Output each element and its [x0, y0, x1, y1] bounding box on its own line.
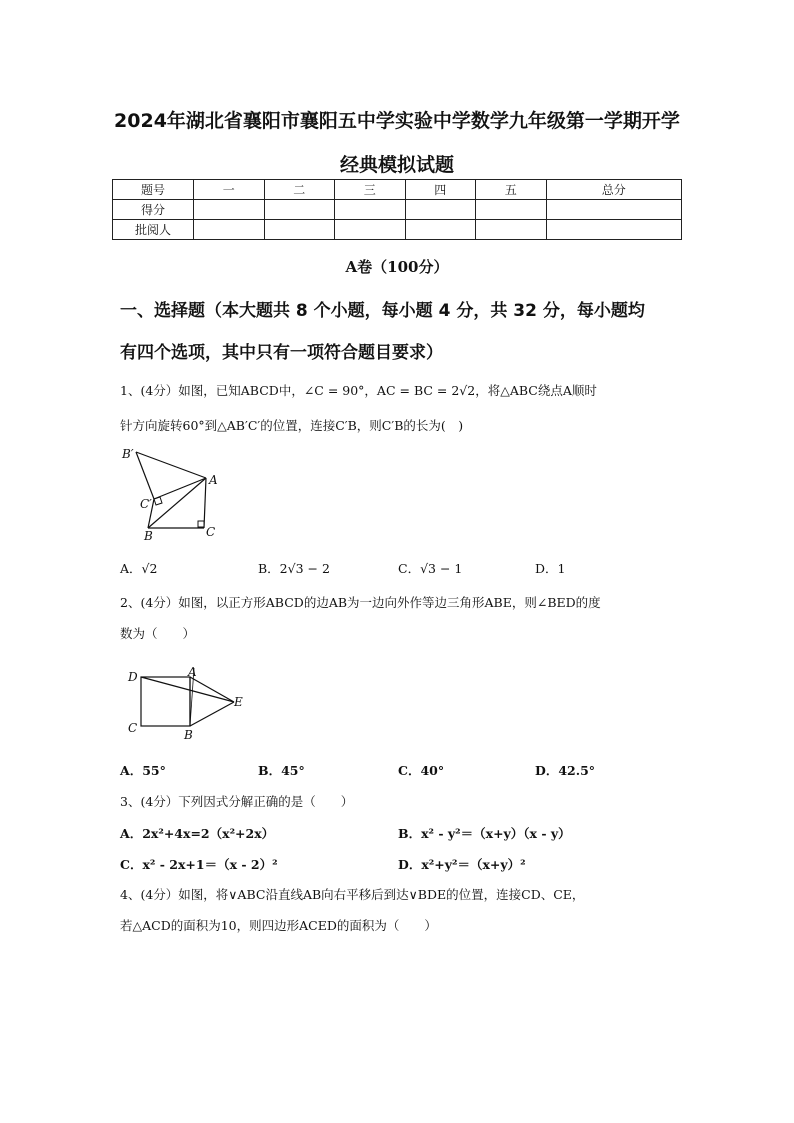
- score-table-cell: [194, 220, 265, 240]
- exam-title-line-1: 2024年湖北省襄阳市襄阳五中学实验中学数学九年级第一学期开学: [114, 110, 680, 132]
- q1-stem-line-1: 1、(4分）如图，已知ABCD中，∠C = 90°，AC = BC = 2√2，将△ABC绕点A顺时: [120, 383, 597, 398]
- q3-stem: 3、(4分）下列因式分解正确的是（ ）: [120, 794, 354, 809]
- q2-label-b: B: [184, 728, 193, 742]
- score-table-cell: 批阅人: [113, 220, 194, 240]
- score-table-cell: [405, 200, 476, 220]
- q1-label-c-prime: C′: [140, 497, 152, 511]
- score-table-row-reviewer: [113, 220, 682, 240]
- score-table-cell: 总分: [546, 180, 682, 200]
- section-1-heading-line-2: 有四个选项，其中只有一项符合题目要求）: [120, 343, 443, 363]
- q1-label-a: A: [209, 473, 218, 487]
- q2-label-c: C: [128, 721, 138, 735]
- score-table-cell: [264, 200, 335, 220]
- section-1-heading-line-1: 一、选择题（本大题共 8 个小题，每小题 4 分，共 32 分，每小题均: [120, 301, 645, 321]
- score-table-cell: [264, 220, 335, 240]
- score-table-cell: 四: [405, 180, 476, 200]
- score-table-cell: 五: [476, 180, 547, 200]
- q1-option-c[interactable]: C．√3 − 1: [398, 561, 463, 576]
- q2-label-e: E: [234, 695, 243, 709]
- q1-option-d[interactable]: D．1: [535, 561, 566, 576]
- q2-stem-line-2: 数为（ ）: [120, 626, 196, 641]
- exam-title-line-2: 经典模拟试题: [339, 154, 454, 176]
- score-table-row-score: [113, 200, 682, 220]
- q3-option-c[interactable]: C．x² - 2x+1＝（x - 2）²: [120, 857, 278, 872]
- score-table-cell: 三: [335, 180, 406, 200]
- q2-option-b[interactable]: B．45°: [258, 763, 305, 778]
- score-table-cell: [405, 220, 476, 240]
- score-table-header-row: [113, 180, 682, 200]
- q4-stem-line-1: 4、(4分）如图，将∨ABC沿直线AB向右平移后到达∨BDE的位置，连接CD、CE，: [120, 887, 585, 902]
- q1-label-c: C: [206, 525, 216, 539]
- score-table-cell: 二: [264, 180, 335, 200]
- q1-stem-line-2: 针方向旋转60°到△AB′C′的位置，连接C′B，则C′B的长为( ): [120, 418, 464, 433]
- score-table-cell: [546, 200, 682, 220]
- score-table: [112, 179, 682, 240]
- score-table-cell: 一: [194, 180, 265, 200]
- paper-part-heading: A卷（100分）: [345, 258, 449, 276]
- q2-label-a: A: [188, 665, 197, 679]
- q3-option-b[interactable]: B．x² - y²＝（x+y）（x - y）: [398, 826, 571, 841]
- q1-label-b-prime: B′: [122, 447, 134, 461]
- q3-option-d[interactable]: D．x²+y²＝（x+y）²: [398, 857, 526, 872]
- score-table-cell: 得分: [113, 200, 194, 220]
- q2-figure: [124, 664, 250, 746]
- q2-stem-line-1: 2、(4分）如图，以正方形ABCD的边AB为一边向外作等边三角形ABE，则∠BED的度: [120, 595, 601, 610]
- q2-label-d: D: [128, 670, 138, 684]
- q2-option-c[interactable]: C．40°: [398, 763, 445, 778]
- q1-label-b: B: [144, 529, 153, 542]
- score-table-cell: [476, 220, 547, 240]
- q3-option-a[interactable]: A．2x²+4x=2（x²+2x）: [120, 826, 275, 841]
- score-table-cell: [546, 220, 682, 240]
- q4-stem-line-2: 若△ACD的面积为10，则四边形ACED的面积为（ ）: [120, 918, 437, 933]
- score-table-cell: [335, 220, 406, 240]
- q2-option-d[interactable]: D．42.5°: [535, 763, 596, 778]
- score-table-cell: [335, 200, 406, 220]
- q1-option-b[interactable]: B．2√3 − 2: [258, 561, 330, 576]
- score-table-cell: [476, 200, 547, 220]
- q1-option-a[interactable]: A．√2: [120, 561, 158, 576]
- score-table-cell: [194, 200, 265, 220]
- score-table-cell: 题号: [113, 180, 194, 200]
- q1-figure: [114, 444, 224, 542]
- q2-option-a[interactable]: A．55°: [120, 763, 166, 778]
